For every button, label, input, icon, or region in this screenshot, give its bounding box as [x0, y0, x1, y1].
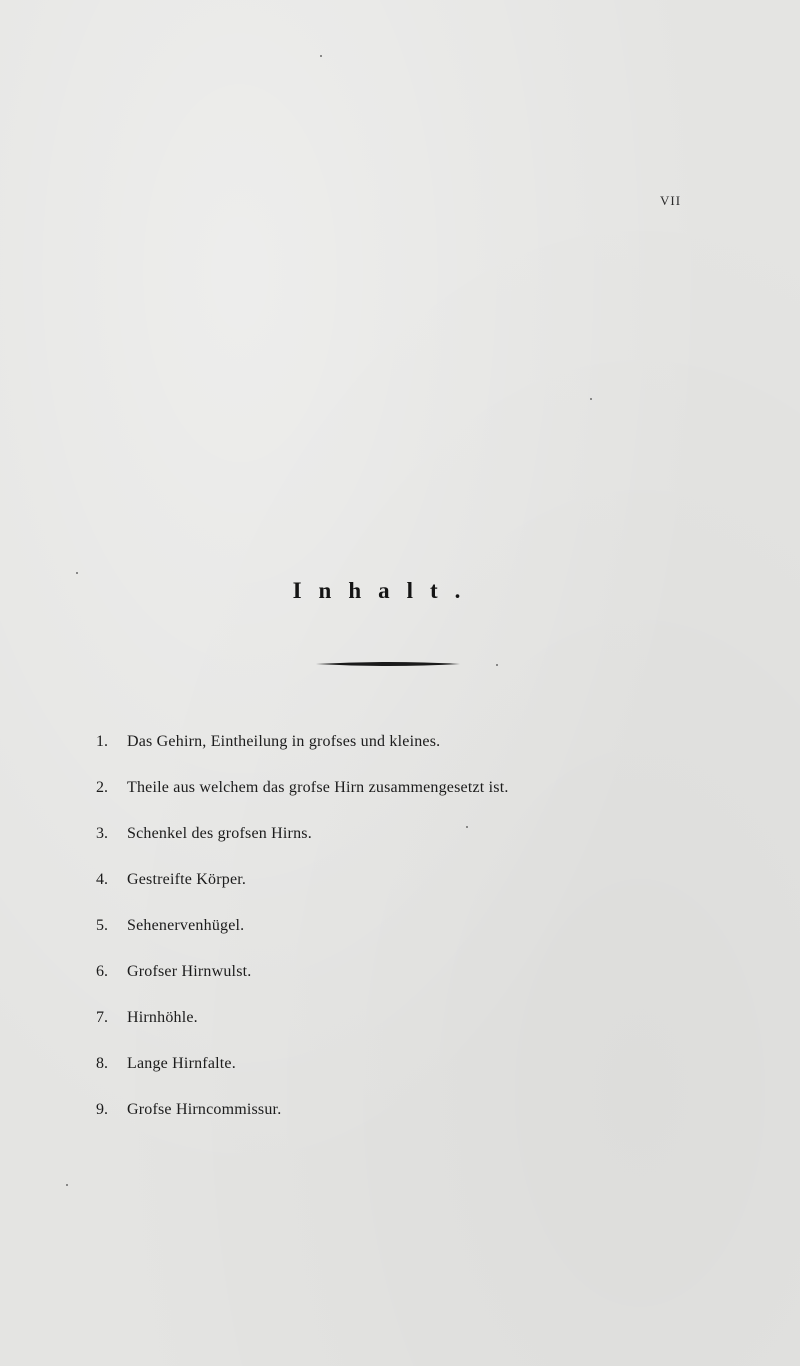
page-title: Inhalt. [292, 578, 478, 603]
toc-entry [96, 730, 696, 776]
toc-entry [96, 1052, 696, 1098]
toc-entry-text: Grofser Hirnwulst. [127, 963, 252, 980]
toc-entry-number: 9. [96, 1101, 108, 1118]
toc-entry-text: Grofse Hirncommissur. [127, 1101, 282, 1118]
decorative-rule [316, 660, 460, 668]
toc-entry-text: Lange Hirnfalte. [127, 1055, 236, 1072]
toc-entry-number: 4. [96, 871, 108, 888]
paper-speck [66, 1184, 68, 1186]
toc-entry [96, 868, 696, 914]
toc-entry-number: 3. [96, 825, 108, 842]
toc-entry-number: 7. [96, 1009, 108, 1026]
toc-entry [96, 1098, 696, 1144]
paper-speck [320, 55, 322, 57]
toc-entry [96, 960, 696, 1006]
toc-entry-number: 6. [96, 963, 108, 980]
table-of-contents [96, 730, 696, 1144]
toc-entry-text: Schenkel des grofsen Hirns. [127, 825, 312, 842]
toc-entry [96, 822, 696, 868]
toc-entry-text: Sehenervenhügel. [127, 917, 245, 934]
toc-entry-text: Gestreifte Körper. [127, 871, 247, 888]
toc-entry [96, 776, 696, 822]
paper-speck [76, 572, 78, 574]
toc-entry-text: Das Gehirn, Eintheilung in grofses und kleines. [127, 733, 441, 750]
toc-entry-number: 8. [96, 1055, 108, 1072]
toc-entry [96, 914, 696, 960]
toc-entry-text: Theile aus welchem das grofse Hirn zusammengesetzt ist. [127, 779, 509, 796]
paper-speck [496, 664, 498, 666]
paper-speck [466, 826, 468, 828]
toc-entry-text: Hirnhöhle. [127, 1009, 198, 1026]
page-number: VII [660, 193, 682, 208]
toc-entry-number: 2. [96, 779, 108, 796]
paper-speck [590, 398, 592, 400]
toc-entry-number: 1. [96, 733, 108, 750]
toc-entry [96, 1006, 696, 1052]
toc-entry-number: 5. [96, 917, 108, 934]
